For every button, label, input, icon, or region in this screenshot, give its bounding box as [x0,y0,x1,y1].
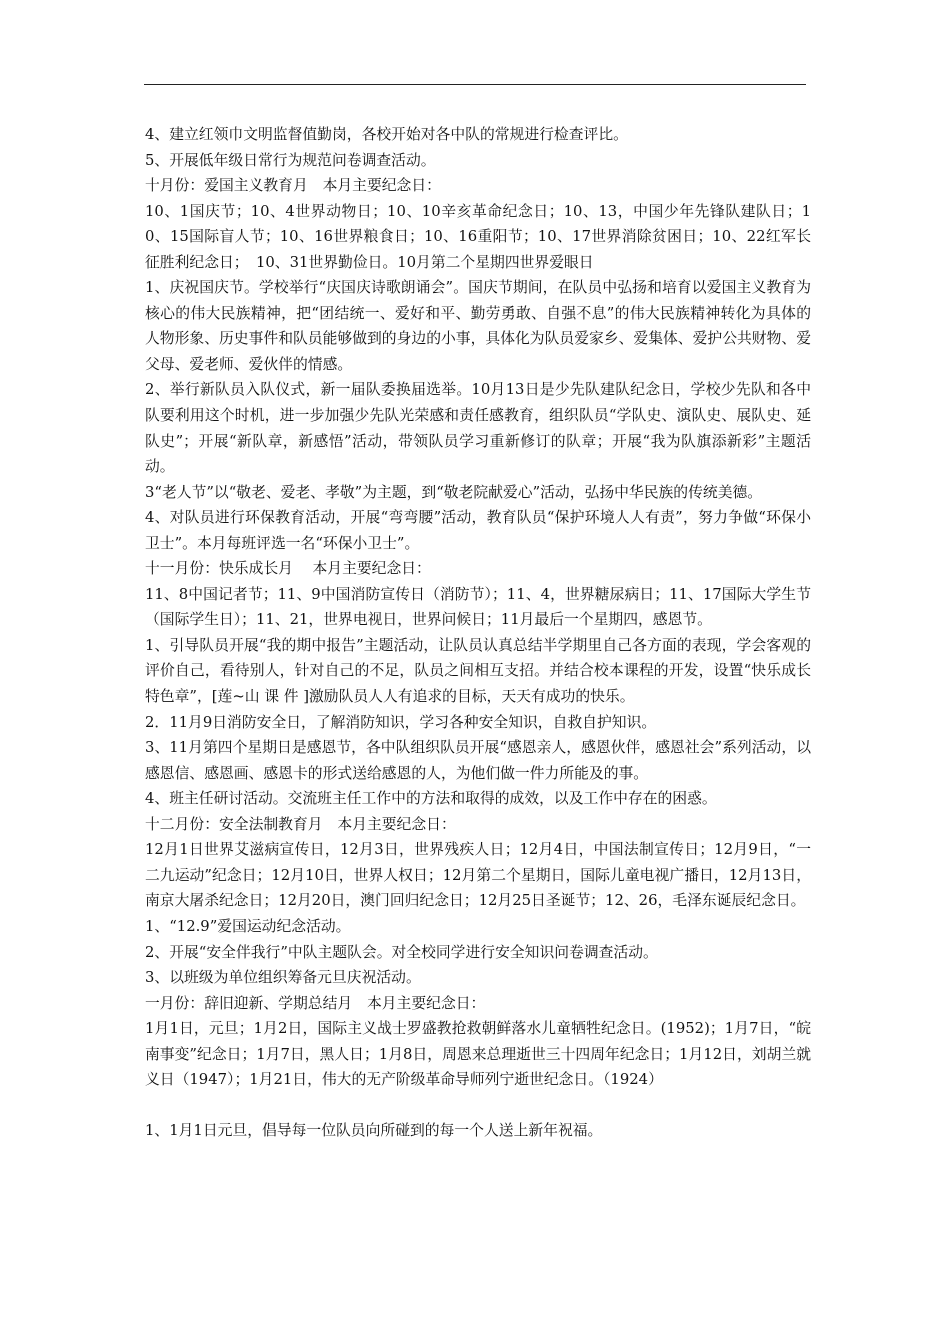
paragraph: 2、举行新队员入队仪式，新一届队委换届选举。10月13日是少先队建队纪念日，学校少先队和各中队要利用这个时机，进一步加强少先队光荣感和责任感教育，组织队员“学队史、演队史、展队史、延队史”；开展“新队章，新感悟”活动，带领队员学习重新修订的队章；开展“我为队旗添新彩”主题活动。 [145,381,811,476]
paragraph: 12月1日世界艾滋病宣传日，12月3日，世界残疾人日；12月4日，中国法制宣传日；12月9日，“一二九运动”纪念日；12月10日，世界人权日；12月第二个星期日，国际儿童电视广播日，12月13日，南京大屠杀纪念日；12月20日，澳门回归纪念日；12月25日圣诞节；12、26，毛泽东诞辰纪念日。 [145,841,811,910]
paragraph: 2．11月9日消防安全日，了解消防知识，学习各种安全知识，自救自护知识。 [145,713,657,731]
paragraph: 3、以班级为单位组织筹备元旦庆祝活动。 [145,969,421,987]
paragraph: 1、庆祝国庆节。学校举行“庆国庆诗歌朗诵会”。国庆节期间，在队员中弘扬和培育以爱国主义教育为核心的伟大民族精神，把“团结统一、爱好和平、勤劳勇敢、自强不息”的伟大民族精神转化为具体的人物形象、历史事件和队员能够做到的身边的小事，具体化为队员爱家乡、爱集体、爱护公共财物、爱父母、爱老师、爱伙伴的情感。 [145,279,811,373]
header-rule [144,84,806,85]
paragraph: 4、建立红领巾文明监督值勤岗，各校开始对各中队的常规进行检查评比。 [145,126,628,143]
paragraph: 1月1日，元旦；1月2日，国际主义战士罗盛教抢救朝鲜落水儿童牺牲纪念日。(1952)；1月7日，“皖南事变”纪念日；1月7日，黑人日；1月8日，周恩来总理逝世三十四周年纪念日；1月12日，刘胡兰就义日（1947）；1月21日，伟大的无产阶级革命导师列宁逝世纪念日。（1924） [145,1020,811,1089]
paragraph: 3“老人节”以“敬老、爱老、孝敬”为主题，到“敬老院献爱心”活动，弘扬中华民族的传统美德。 [145,483,763,501]
paragraph: 1、“12.9”爱国运动纪念活动。 [145,917,351,935]
paragraph: 1、1月1日元旦，倡导每一位队员向所碰到的每一个人送上新年祝福。 [145,1122,603,1140]
paragraph: 11、8中国记者节；11、9中国消防宣传日（消防节）；11、4，世界糖尿病日；11、17国际大学生节（国际学生日）；11、21，世界电视日，世界问候日；11月最后一个星期四，感恩节。 [145,585,811,629]
paragraph: 4、对队员进行环保教育活动，开展“弯弯腰”活动，教育队员“保护环境人人有责”，努力争做“环保小卫士”。本月每班评选一名“环保小卫士”。 [145,509,811,552]
paragraph: 4、班主任研讨活动。交流班主任工作中的方法和取得的成效，以及工作中存在的困惑。 [145,790,717,808]
month-heading-december: 十二月份：安全法制教育月 本月主要纪念日： [145,815,456,833]
month-heading-october: 十月份：爱国主义教育月 本月主要纪念日： [145,177,441,195]
paragraph: 10、1国庆节；10、4世界动物日；10、10辛亥革命纪念日；10、13，中国少年先锋队建队日；10、15国际盲人节；10、16世界粮食日；10、16重阳节；10、17世界消除贫困日；10、22红军长征胜利纪念日； 10、31世界勤俭日。10月第二个星期四世界爱眼日 [145,202,811,271]
paragraph: 1、引导队员开展“我的期中报告”主题活动，让队员认真总结半学期里自己各方面的表现，学会客观的评价自己，看待别人，针对自己的不足，队员之间相互支招。并结合校本课程的开发，设置“快乐成长特色章”，[莲~山 课 件 ]激励队员人人有追求的目标，天天有成功的快乐。 [145,636,811,706]
paragraph: 3、11月第四个星期日是感恩节，各中队组织队员开展“感恩亲人，感恩伙伴，感恩社会”系列活动，以感恩信、感恩画、感恩卡的形式送给感恩的人，为他们做一件力所能及的事。 [145,739,811,782]
paragraph: 5、开展低年级日常行为规范问卷调查活动。 [145,151,436,169]
month-heading-november: 十一月份：快乐成长月 本月主要纪念日： [145,560,431,578]
month-heading-january: 一月份：辞旧迎新、学期总结月 本月主要纪念日： [145,994,486,1012]
blank-line [145,1093,811,1119]
document-body [145,122,811,1144]
paragraph: 2、开展“安全伴我行”中队主题队会。对全校同学进行安全知识问卷调查活动。 [145,943,658,961]
